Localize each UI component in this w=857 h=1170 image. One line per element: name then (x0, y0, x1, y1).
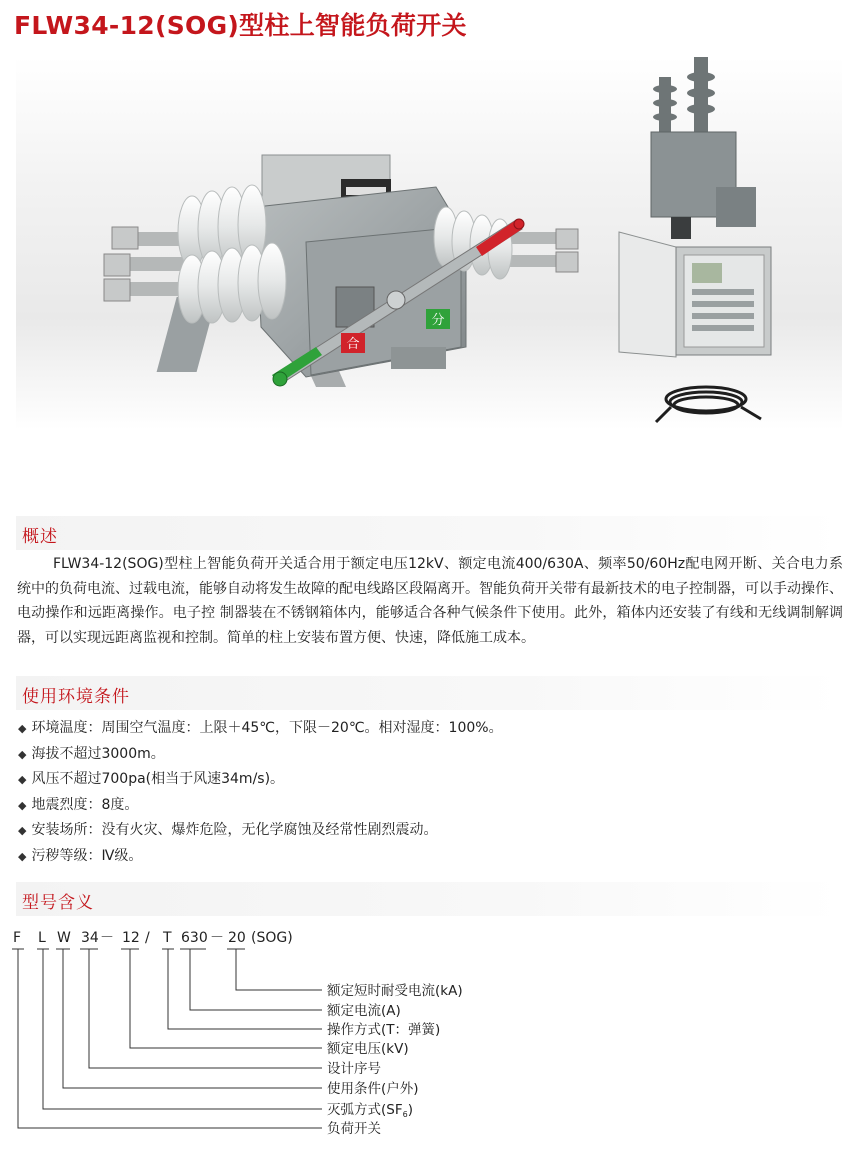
model-section-bar (16, 882, 842, 916)
overview-section-bar (16, 516, 842, 550)
meaning-label: 设计序号 (327, 1061, 381, 1077)
code-part: 34 (81, 930, 99, 946)
list-item: ◆ 地震烈度：8度。 (18, 793, 503, 819)
environment-section-bar (16, 676, 842, 710)
diamond-bullet-icon: ◆ (18, 798, 27, 812)
meaning-label: 使用条件(户外) (327, 1081, 419, 1097)
code-part: 630 (181, 930, 208, 946)
close-label: 合 (346, 337, 360, 352)
subscript-6: 6 (402, 1110, 408, 1119)
page-title: FLW34-12(SOG)型柱上智能负荷开关 (14, 11, 467, 40)
code-part: 12 (122, 930, 140, 946)
diamond-bullet-icon: ◆ (18, 722, 27, 735)
meaning-label: 额定电流(A) (327, 1003, 401, 1019)
code-part: W (57, 930, 71, 946)
diamond-bullet-icon: ◆ (18, 849, 27, 863)
code-part: (SOG) (251, 930, 293, 946)
product-photo-area (16, 57, 842, 430)
code-part: － (100, 930, 114, 946)
overview-heading: 概述 (22, 527, 58, 547)
list-item: ◆ 环境温度：周围空气温度：上限＋45℃，下限－20℃。相对湿度：100%。 (18, 716, 503, 742)
list-item: ◆ 海拔不超过3000m。 (18, 742, 503, 768)
load-switch-illustration (16, 57, 842, 430)
open-label: 分 (431, 313, 445, 328)
code-part: － (210, 930, 224, 946)
code-part: / (145, 930, 150, 946)
cable-image (656, 387, 761, 422)
code-part: 20 (228, 930, 246, 946)
meaning-label: 灭弧方式$(SF_6)$ (327, 1102, 413, 1119)
list-item: ◆ 污秽等级：Ⅳ级。 (18, 844, 503, 870)
meaning-label: 额定短时耐受电流(kA) (327, 983, 463, 999)
diamond-bullet-icon: ◆ (18, 747, 27, 761)
list-item: ◆ 安装场所：没有火灾、爆炸危险，无化学腐蚀及经常性剧烈震动。 (18, 818, 503, 844)
overview-paragraph: FLW34-12(SOG)型柱上智能负荷开关适合用于额定电压12kV、额定电流400/630A、频率50/60Hz配电网开断、关合电力系统中的负荷电流、过载电流，能够自动将发生故障的配电线路区段隔离开。智能负荷开关带有最新技术的电子控制器，可以手动操作、电动操作和远距离操作。电子控 制器装在不锈钢箱体内，能够适合各种气候条件下使用。此外，箱体内还安装了有线和无线调制解调器，可以实现远距离监视和控制。简单的柱上安装布置方便、快速，降低施工成本。 (17, 556, 843, 646)
meaning-label: 额定电压(kV) (327, 1041, 409, 1057)
code-part: T (163, 930, 172, 946)
voltage-transformer-image (651, 57, 756, 239)
meaning-label: 操作方式(T：弹簧) (327, 1022, 441, 1038)
meaning-label: 负荷开关 (327, 1121, 381, 1137)
code-part: L (38, 930, 46, 946)
controller-box-image (619, 232, 771, 357)
model-code-diagram (0, 920, 857, 1170)
environment-list (18, 716, 503, 870)
model-heading: 型号含义 (22, 893, 94, 913)
list-item: ◆ 风压不超过700pa(相当于风速34m/s)。 (18, 767, 503, 793)
diamond-bullet-icon: ◆ (18, 824, 27, 838)
code-part: F (13, 930, 22, 946)
environment-heading: 使用环境条件 (22, 687, 130, 707)
diamond-bullet-icon: ◆ (18, 773, 27, 787)
